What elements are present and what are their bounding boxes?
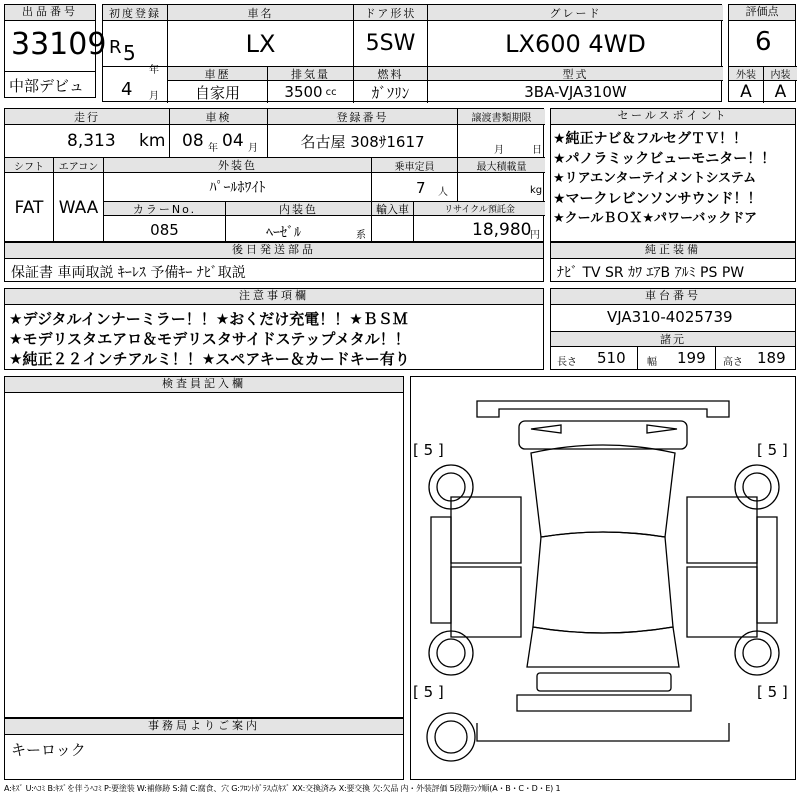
mileage-value: 8,313	[67, 131, 116, 151]
registration-value: 名古屋 308ｻ1617	[267, 125, 457, 157]
car-name-value: LX	[167, 21, 353, 66]
sales-point-4: ★マークレビンソンサウンド！！	[553, 191, 762, 207]
mileage-label: 走行	[5, 109, 169, 125]
transfer-day-unit: 日	[532, 145, 542, 156]
first-reg-month: 4	[121, 79, 133, 100]
legend-text: A:ｷｽﾞ U:ﾍｺﾐ B:ｷｽﾞを伴うﾍｺﾐ P:要塗装 W:補修跡 S:錆 C:腐食、穴 G:ﾌﾛﾝﾄｶﾞﾗｽ点ｷｽﾞ XX:交換済み X:要交換 欠:欠品 内・外装評価 5段階ﾗﾝｸ順(A・B・C・D・E) 1	[4, 784, 561, 793]
tire-mark-front-right: [ 5 ]	[757, 441, 788, 459]
sales-point-5: ★クールＢＯＸ★パワーバックドア	[553, 211, 758, 226]
max-load-label: 最大積載量	[457, 157, 545, 173]
shift-value: FAT	[14, 198, 44, 218]
car-diagram-box	[410, 376, 796, 780]
capacity-unit: 人	[438, 187, 448, 198]
fuel-label: 燃料	[353, 66, 427, 81]
mileage-unit: km	[139, 131, 166, 151]
int-color-suffix: 系	[356, 230, 366, 241]
int-score-label: 内装	[763, 66, 797, 81]
aircon-value: WAA	[53, 173, 103, 243]
tire-mark-rear-right: [ 5 ]	[757, 683, 788, 701]
shift-label: シフト	[5, 157, 53, 173]
later-parts-value: 保証書 車両取説 ｷｰﾚｽ 予備ｷｰ ﾅﾋﾞ取説	[11, 265, 246, 281]
specs-label: 諸元	[551, 331, 795, 347]
recycle-value: 18,980	[472, 220, 532, 240]
ext-score-value: A	[740, 82, 752, 102]
displacement-cell	[267, 81, 353, 103]
height-label: 高さ	[723, 357, 743, 368]
score-label: 評価点	[729, 5, 795, 21]
month-unit: 月	[149, 91, 159, 102]
lot-number: 33109	[11, 27, 107, 62]
int-color-label: 内装色	[225, 201, 371, 216]
equipment-box	[550, 242, 796, 282]
sales-points-label: セールスポイント	[551, 109, 795, 125]
score-value: 6	[755, 27, 772, 57]
later-parts-label: 後日発送部品	[5, 243, 543, 259]
grade-value: LX600 4WD	[427, 21, 723, 66]
car-name-label: 車名	[167, 5, 353, 21]
color-no-label: カラーNo.	[103, 201, 225, 216]
lot-box	[4, 4, 107, 98]
width-label: 幅	[647, 357, 657, 368]
inspection-year-unit: 年	[208, 143, 218, 154]
tire-mark-front-left: [ 5 ]	[413, 441, 444, 459]
top-grid	[102, 4, 722, 102]
inspection-month-unit: 月	[248, 143, 258, 154]
door-value: 5SW	[353, 21, 427, 66]
inspection-label: 車検	[169, 109, 267, 125]
recycle-unit: 円	[530, 230, 540, 241]
capacity-label: 乗車定員	[371, 157, 457, 173]
sales-point-2: ★パノラミックビューモニター！！	[553, 151, 776, 167]
recycle-label: リサイクル預託金	[413, 201, 545, 216]
notes-label: 注意事項欄	[5, 289, 543, 305]
inspection-year: 08	[182, 131, 204, 151]
capacity-value: 7	[416, 179, 426, 197]
fuel-value: ｶﾞｿﾘﾝ	[353, 81, 427, 103]
inspector-box	[4, 376, 404, 718]
aircon-label: エアコン	[53, 157, 103, 173]
office-value: キーロック	[11, 741, 86, 759]
tire-mark-rear-left: [ 5 ]	[413, 683, 444, 701]
width-value: 199	[677, 349, 706, 367]
history-label: 車歴	[167, 66, 267, 81]
int-color-value: ﾍｰｾﾞﾙ	[266, 225, 301, 241]
int-score-value: A	[763, 81, 797, 103]
length-value: 510	[597, 349, 626, 367]
score-box	[728, 4, 796, 102]
door-label: ドア形状	[353, 5, 427, 21]
displacement-label: 排気量	[267, 66, 353, 81]
chassis-value: VJA310-4025739	[607, 308, 733, 326]
ext-score-label: 外装	[729, 66, 763, 81]
equipment-value: ﾅﾋﾞ TV SR ｶﾜ ｴｱB ｱﾙﾐ PS PW	[557, 265, 745, 281]
history-value: 自家用	[167, 81, 267, 103]
displacement-value: 3500	[284, 83, 323, 101]
ext-color-label: 外装色	[103, 157, 371, 173]
notes-line-3: ★純正２２インチアルミ！！★スペアキー＆カードキー有り	[9, 350, 410, 368]
inspection-month: 04	[222, 131, 244, 151]
registration-label: 登録番号	[267, 109, 457, 125]
max-load-unit: kg	[530, 185, 543, 196]
debut-label: 中部デビュ	[9, 77, 85, 95]
model-code-value: 3BA-VJA310W	[427, 81, 723, 103]
inspector-label: 検査員記入欄	[5, 377, 403, 393]
sales-point-3: ★リアエンターテイメントシステム	[553, 171, 757, 186]
first-reg-label: 初度登録	[103, 5, 167, 21]
lot-label: 出品番号	[5, 5, 95, 21]
sales-points-box	[550, 108, 796, 242]
first-reg-era: R	[109, 37, 122, 58]
displacement-unit: cc	[325, 86, 337, 98]
height-value: 189	[757, 349, 786, 367]
info-grid	[4, 108, 544, 242]
year-unit: 年	[149, 65, 159, 76]
equipment-label: 純正装備	[551, 243, 795, 259]
model-code-label: 型式	[427, 66, 723, 81]
transfer-label: 譲渡書類期限	[457, 109, 545, 125]
later-parts-box	[4, 242, 544, 282]
first-reg-year: 5	[123, 41, 136, 65]
notes-line-2: ★モデリスタエアロ＆モデリスタサイドステップメタル！！	[9, 330, 410, 348]
car-outline-diagram	[411, 377, 797, 781]
ext-color-value: ﾊﾟｰﾙﾎﾜｲﾄ	[103, 173, 371, 201]
chassis-box	[550, 288, 796, 370]
length-label: 長さ	[557, 357, 577, 368]
office-label: 事務局よりご案内	[5, 719, 403, 735]
notes-line-1: ★デジタルインナーミラー！！★おくだけ充電！！★ＢＳＭ	[9, 310, 408, 328]
chassis-label: 車台番号	[551, 289, 795, 305]
import-label: 輸入車	[371, 201, 413, 216]
grade-label: グレード	[427, 5, 723, 21]
color-no-value: 085	[103, 216, 225, 243]
transfer-month-unit: 月	[494, 145, 504, 156]
sales-point-1: ★純正ナビ＆フルセグＴＶ！！	[553, 131, 747, 147]
office-box	[4, 718, 404, 780]
notes-box	[4, 288, 544, 370]
